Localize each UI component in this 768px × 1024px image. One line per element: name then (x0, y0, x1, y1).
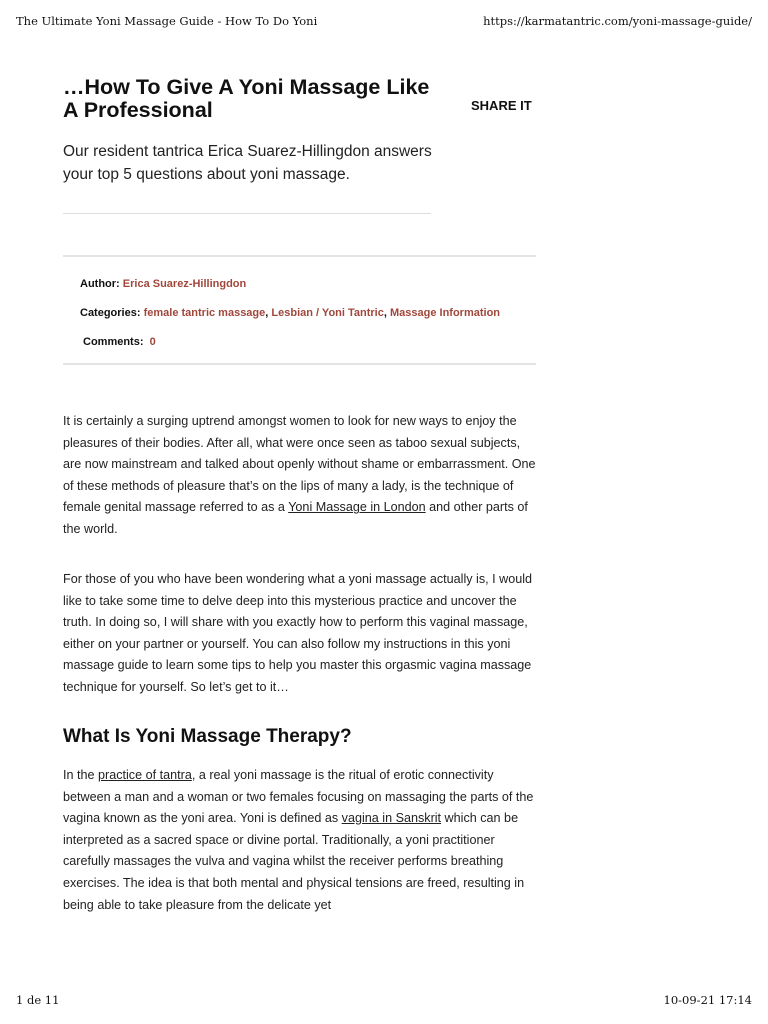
meta-author-label: Author: (80, 278, 120, 290)
subtitle-divider (63, 213, 431, 214)
category-link-lesbian-yoni-tantric[interactable]: Lesbian / Yoni Tantric (271, 307, 384, 319)
paragraph-third-end: which can be interpreted as a sacred space or divine portal. Traditionally, a yoni practitioner carefully massages the vulva and vagina whilst the receiver performs breathing exercises. The idea is that both mental and physical tensions are freed, resulting in being able to take pleasure from the delicate yet (63, 811, 525, 912)
paragraph-intro-end: and other parts of the world. (63, 500, 528, 536)
category-link-female-tantric-massage[interactable]: female tantric massage (143, 307, 266, 319)
meta-comments-row (83, 336, 156, 348)
category-separator: , (265, 307, 269, 319)
print-header-url: https://karmatantric.com/yoni-massage-guide/ (483, 14, 752, 28)
meta-comments-count[interactable]: 0 (149, 336, 156, 348)
paragraph-second: For those of you who have been wondering what a yoni massage actually is, I would like to take some time to delve deep into this mysterious practice and uncover the truth. In doing so, I will share with you exactly how to perform this vaginal massage, either on your partner or yourself. You can also follow my instructions in this yoni massage guide to learn some tips to help you master this orgasmic vagina massage technique for yourself. So let’s get to it… (63, 572, 533, 694)
meta-author-link[interactable]: Erica Suarez-Hillingdon (122, 278, 247, 290)
category-separator: , (383, 307, 387, 319)
article-subtitle: Our resident tantrica Erica Suarez-Hillingdon answers your top 5 questions about yoni massage. (63, 143, 432, 183)
article-meta-box (63, 255, 536, 365)
share-button[interactable]: SHARE IT (471, 98, 532, 113)
print-footer-page: 1 de 11 (16, 993, 60, 1007)
article-title: …How To Give A Yoni Massage Like A Professional (63, 75, 430, 122)
meta-author-row (80, 278, 246, 290)
meta-categories-row (80, 307, 500, 319)
paragraph-intro-text: It is certainly a surging uptrend amongst women to look for new ways to enjoy the pleasures of their bodies. After all, what were once seen as taboo sexual subjects, are now mainstream and talked about openly without shame or embarrassment. One of these methods of pleasure that’s on the lips of many a lady, is the technique of female genital massage referred to as a (63, 414, 536, 515)
paragraph-intro (63, 411, 536, 541)
meta-categories-label: Categories: (80, 307, 141, 319)
vagina-in-sanskrit-link[interactable]: vagina in Sanskrit (341, 811, 442, 826)
meta-comments-label: Comments: (83, 336, 144, 348)
practice-of-tantra-link[interactable]: practice of tantra (98, 768, 192, 782)
section-heading: What Is Yoni Massage Therapy? (63, 726, 352, 747)
yoni-massage-london-link[interactable]: Yoni Massage in London (288, 500, 426, 515)
paragraph-third (63, 765, 536, 916)
paragraph-third-mid: , a real yoni massage is the ritual of erotic connectivity between a man and a woman or two females focusing on massaging the parts of the vagina known as the yoni area. Yoni is defined as (63, 768, 534, 826)
print-header-title: The Ultimate Yoni Massage Guide - How To Do Yoni (16, 14, 318, 28)
paragraph-third-start: In the (63, 768, 99, 782)
print-footer-datetime: 10-09-21 17:14 (663, 993, 752, 1007)
category-link-massage-information[interactable]: Massage Information (389, 307, 501, 319)
